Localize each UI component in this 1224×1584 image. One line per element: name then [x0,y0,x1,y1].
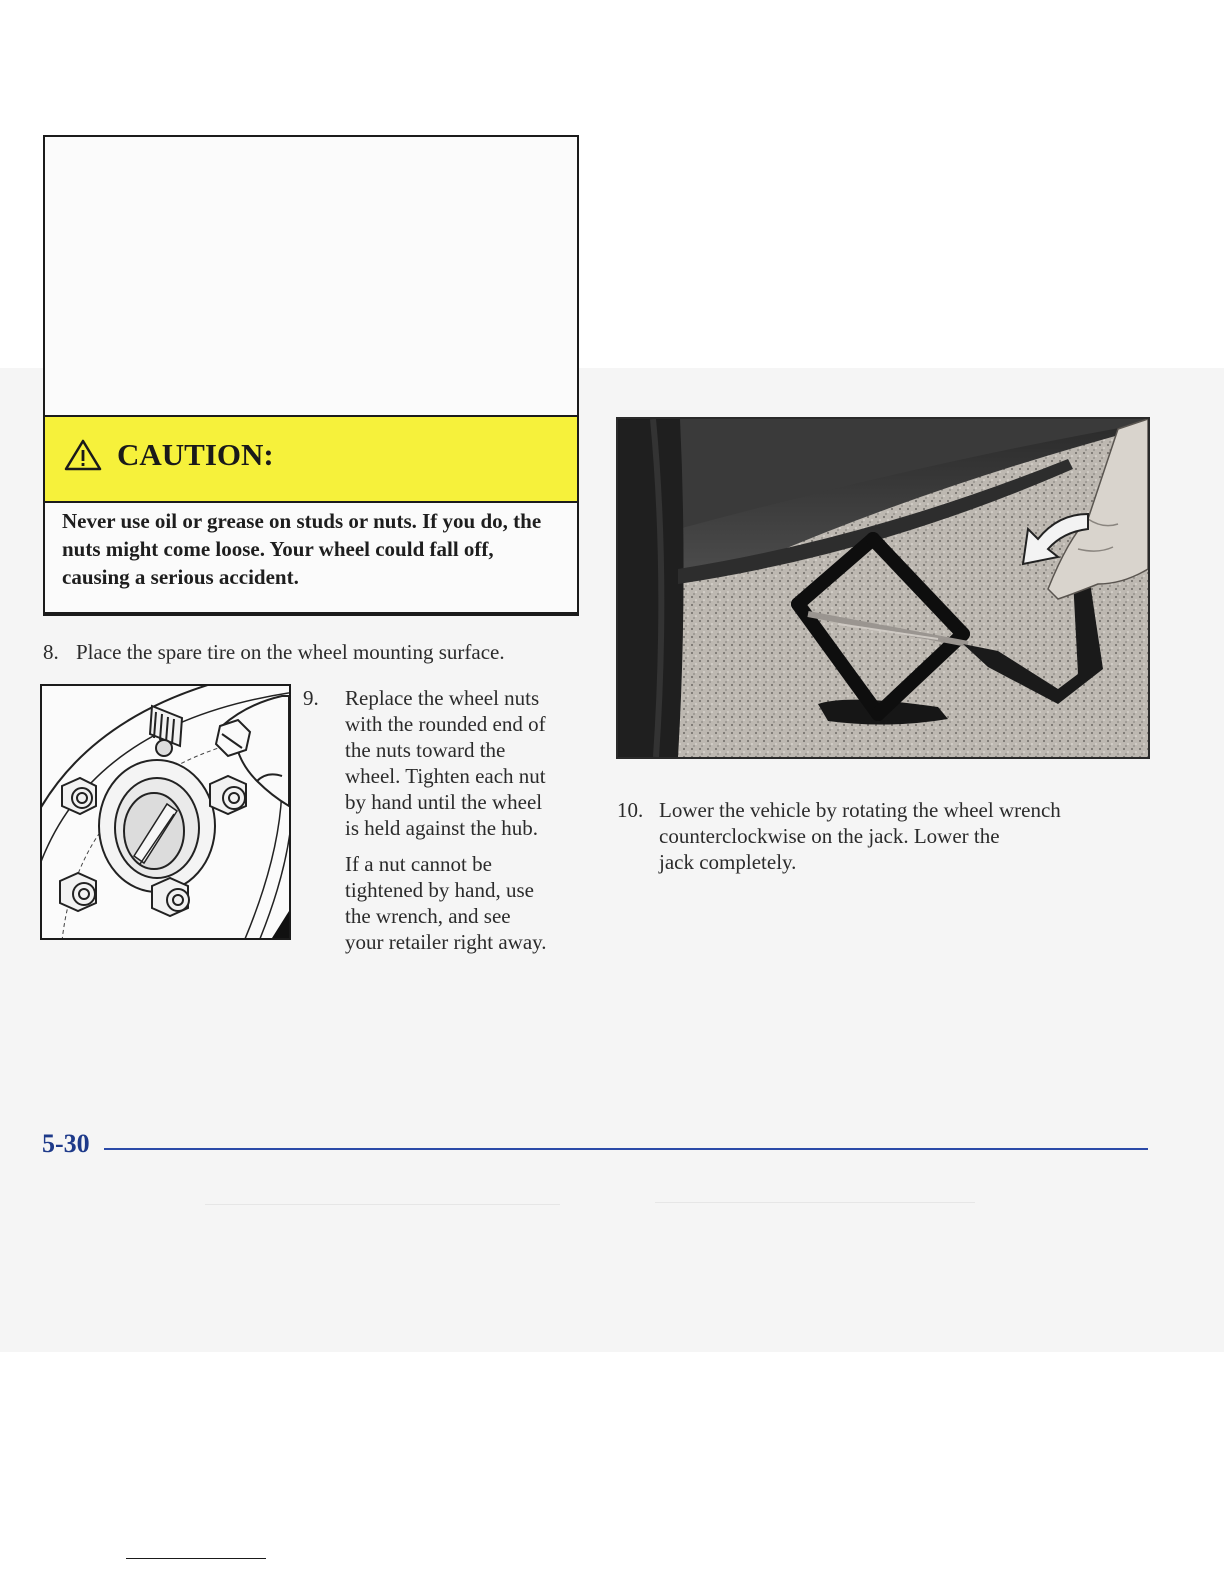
step-9-followup-line: tightened by hand, use [345,878,534,902]
step-9-number: 9. [303,686,319,710]
step-9-followup-line: If a nut cannot be [345,852,492,876]
step-8-text: Place the spare tire on the wheel mounting surface. [76,640,505,664]
step-10-number: 10. [617,798,644,822]
caution-header-drawn [43,415,579,503]
step-9-text [345,685,585,955]
step-9-line: by hand until the wheel [345,790,543,814]
step-9-followup-line: the wrench, and see [345,904,511,928]
step-9-line: Replace the wheel nuts [345,686,540,710]
bottom-rule [126,1558,266,1559]
jack-lowering-photo [616,417,1150,759]
scan-artifact-line [205,1204,560,1205]
page-number: 5-30 [42,1129,90,1158]
step-8 [43,639,583,665]
step-10-line: counterclockwise on the jack. Lower the [659,824,1000,848]
caution-title [63,437,274,473]
step-9-line: the nuts toward the [345,738,506,762]
wheel-hub-drawing [42,686,289,938]
step-9-followup-line: your retailer right away. [345,930,547,954]
step-10-line: Lower the vehicle by rotating the wheel wrench [659,798,1061,822]
caution-card [43,503,579,614]
footer-rule [104,1148,1148,1150]
caution-title-text: CAUTION: [117,437,274,472]
step-9-line: wheel. Tighten each nut [345,764,546,788]
step-9-line: with the rounded end of [345,712,546,736]
caution-text: Never use oil or grease on studs or nuts. If you do, the nuts might come loose. Your wheel could fall off, causing a serious accident. [62,509,542,589]
step-10-text [659,797,1159,875]
scan-artifact-line [655,1202,975,1203]
step-9-line: is held against the hub. [345,816,539,840]
step-8-number: 8. [43,640,59,664]
step-9 [303,685,583,955]
jack-photo-drawing [618,419,1148,757]
warning-triangle-icon [63,438,103,472]
step-10 [617,797,1177,877]
wheel-nuts-illustration [40,684,291,940]
step-10-line: jack completely. [659,850,797,874]
